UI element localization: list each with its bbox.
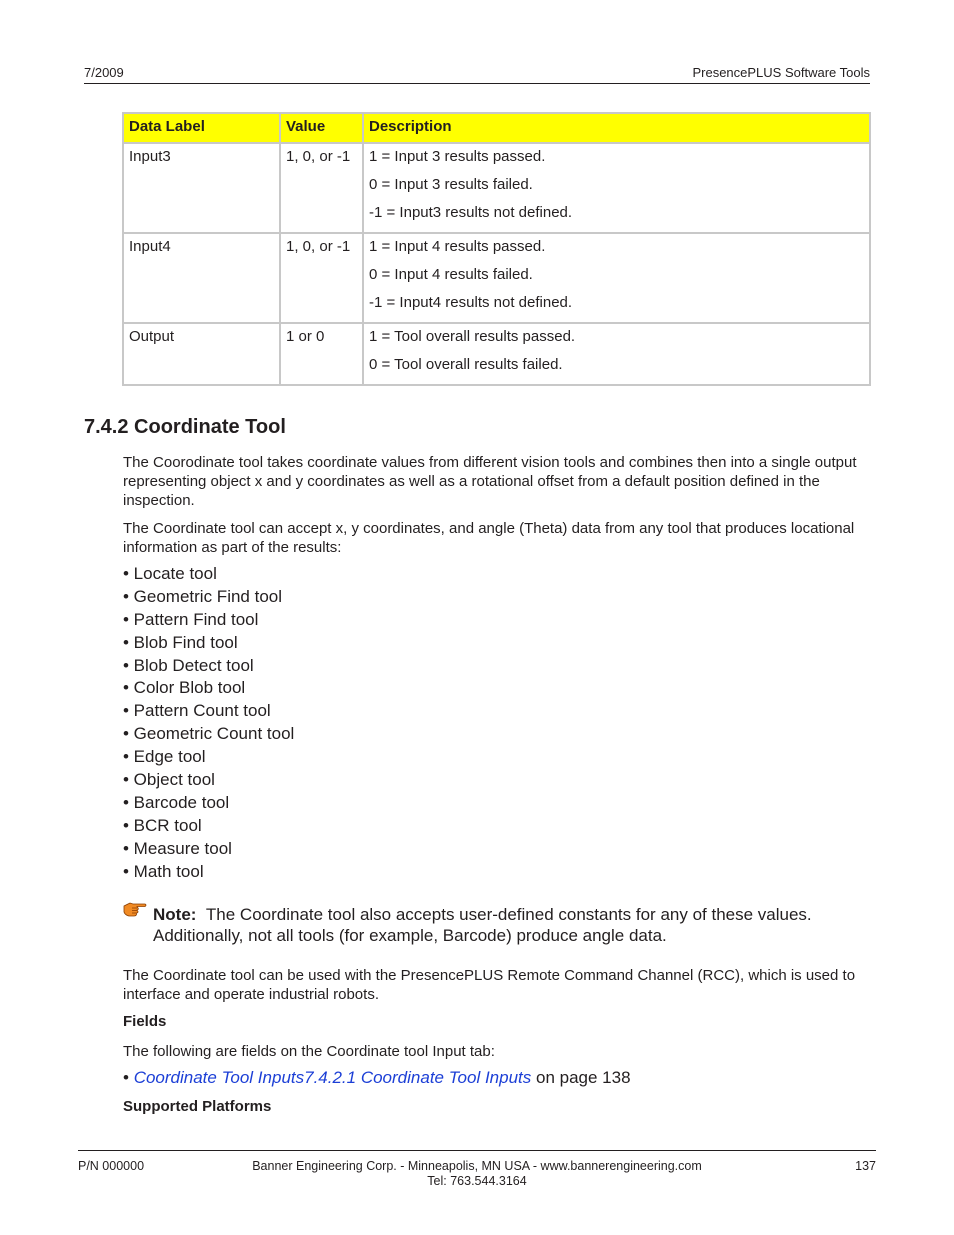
table-header-row [123, 113, 870, 143]
row-value: 1, 0, or -1 [280, 233, 363, 323]
accepts-paragraph: The Coordinate tool can accept x, y coordinates, and angle (Theta) data from any tool that produces locational information as part of the results: [123, 520, 855, 556]
list-item: • Color Blob tool [123, 678, 246, 698]
page-header [84, 64, 870, 84]
header-date: 7/2009 [84, 65, 124, 80]
description-line: 0 = Tool overall results failed. [369, 356, 563, 373]
list-item: • Pattern Find tool [123, 609, 259, 629]
description-line: 0 = Input 4 results failed. [369, 266, 533, 283]
fields-paragraph: The following are fields on the Coordinate tool Input tab: [123, 1043, 495, 1060]
pointing-hand-icon [123, 900, 147, 918]
row-value: 1 or 0 [280, 323, 363, 385]
footer-company: Banner Engineering Corp. - Minneapolis, MN USA - www.bannerengineering.com [252, 1159, 702, 1173]
note-label: Note: [153, 905, 197, 924]
footer-part-number: P/N 000000 [78, 1159, 145, 1173]
list-item: • Geometric Find tool [123, 586, 283, 606]
list-item: • Blob Detect tool [123, 655, 254, 675]
tool-list [123, 563, 294, 883]
note-text: The Coordinate tool also accepts user-defined constants for any of these values. Additionally, not all tools (for example, Barcode) produce angle data. [153, 905, 812, 945]
rcc-paragraph: The Coordinate tool can be used with the PresencePLUS Remote Command Channel (RCC), which is used to interface and operate industrial robots. [123, 967, 856, 1003]
description-line: -1 = Input3 results not defined. [369, 204, 573, 221]
fields-link-item [123, 1067, 631, 1089]
description-line: 0 = Input 3 results failed. [369, 176, 533, 193]
row-description [363, 143, 870, 233]
coordinate-tool-inputs-link[interactable]: Coordinate Tool Inputs7.4.2.1 Coordinate Tool Inputs [133, 1068, 532, 1087]
link-page-reference: on page 138 [531, 1068, 631, 1087]
description-line: -1 = Input4 results not defined. [369, 294, 573, 311]
bullet: • [123, 1068, 134, 1087]
row-description [363, 323, 870, 385]
footer-company-info [78, 1159, 876, 1189]
header-section-title: PresencePLUS Software Tools [692, 65, 870, 80]
footer-page-number: 137 [855, 1159, 876, 1173]
list-item: • Pattern Count tool [123, 701, 271, 721]
description-line: 1 = Input 3 results passed. [369, 148, 546, 165]
list-item: • BCR tool [123, 815, 202, 835]
list-item: • Math tool [123, 861, 204, 881]
column-header-data-label: Data Label [123, 113, 280, 143]
data-label-table [122, 112, 871, 386]
row-label: Input3 [123, 143, 280, 233]
list-item: • Object tool [123, 770, 215, 790]
supported-platforms-heading: Supported Platforms [123, 1098, 272, 1115]
list-item: • Blob Find tool [123, 632, 238, 652]
list-item: • Locate tool [123, 564, 217, 583]
footer-telephone: Tel: 763.544.3164 [427, 1174, 527, 1188]
intro-paragraph: The Coorodinate tool takes coordinate values from different vision tools and combines then into a single output representing object x and y coordinates as well as a rotational offset from a default position defined in the inspection. [123, 454, 857, 509]
note-callout [153, 904, 873, 946]
description-line: 1 = Input 4 results passed. [369, 238, 546, 255]
column-header-value: Value [280, 113, 363, 143]
list-item: • Barcode tool [123, 792, 230, 812]
page-footer [78, 1150, 876, 1190]
table-row [123, 323, 870, 385]
description-line: 1 = Tool overall results passed. [369, 328, 576, 345]
list-item: • Geometric Count tool [123, 724, 295, 744]
list-item: • Edge tool [123, 747, 206, 767]
row-label: Input4 [123, 233, 280, 323]
row-description [363, 233, 870, 323]
table-row [123, 143, 870, 233]
row-label: Output [123, 323, 280, 385]
table-row [123, 233, 870, 323]
fields-heading: Fields [123, 1013, 167, 1030]
column-header-description: Description [363, 113, 870, 143]
section-heading: 7.4.2 Coordinate Tool [84, 416, 286, 438]
row-value: 1, 0, or -1 [280, 143, 363, 233]
list-item: • Measure tool [123, 838, 232, 858]
